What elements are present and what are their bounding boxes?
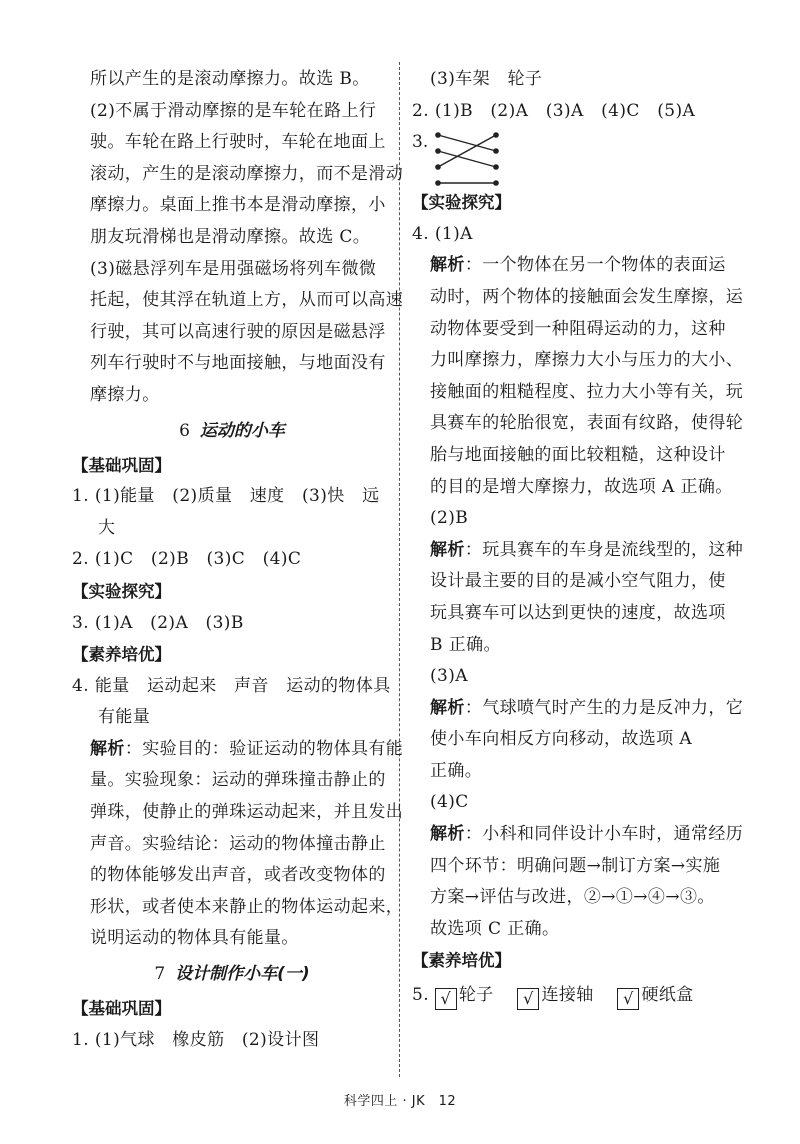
analysis-line: 动物体要受到一种阻碍运动的力，这种 [430,318,726,339]
section-heading: 【基础巩固】 [72,999,171,1019]
analysis-line: 玩具赛车可以达到更快的速度，故选项 [430,602,726,623]
analysis-line: 方案→评估与改进，②→①→④→③。 [430,887,715,908]
checkbox-answer-line [412,977,730,1013]
paragraph-q3 [72,254,404,412]
answer-line: 有能量 [98,707,151,728]
text-line: 驶。车轮在路上行驶时，车轮在地面上 [90,132,386,153]
analysis-line: 解析：气球喷气时产生的力是反冲力，它 [430,697,744,718]
answer-line: (3)A [430,666,468,687]
answer-line: 3. (1)A (2)A (3)B [72,612,244,633]
analysis-line: 的物体能够发出声音，或者改变物体的 [90,865,386,886]
analysis-line: 使小车向相反方向移动，故选项 A [430,729,693,750]
answer-line: 1. (1)气球 橡皮筋 (2)设计图 [72,1029,320,1050]
chapter-heading-6 [72,412,392,450]
analysis-line: 解析：小科和同伴设计小车时，通常经历 [430,824,744,845]
analysis-line: 接触面的粗糙程度、拉力大小等有关，玩 [430,381,744,402]
text-line: (2)不属于滑动摩擦的是车轮在路上行 [90,100,377,121]
answer-line: (3)车架 轮子 [430,69,543,89]
match-lines [438,135,496,183]
analysis-line: 形状，或者使本来静止的物体运动起来， [90,896,404,917]
analysis-line: 设计最主要的目的是减小空气阻力，使 [430,571,726,592]
matching-lines-figure [432,129,522,189]
text-line: 行驶，其可以高速行驶的原因是磁悬浮 [90,321,386,342]
match-line-2 [438,151,496,167]
right-column [412,64,744,1013]
answer-line: (4)C [430,792,469,813]
check-label: 轮子 [458,985,494,1006]
analysis-label: 解析 [430,824,465,845]
analysis-line: 具赛车的轮胎很宽，表面有纹路，使得轮 [430,413,744,434]
analysis-line: 解析：玩具赛车的车身是流线型的，这种 [430,539,744,560]
analysis-line: 说明运动的物体具有能量。 [90,928,299,949]
analysis-line: 故选项 C 正确。 [430,918,560,939]
analysis-line: 胎与地面接触的面比较粗糙，这种设计 [430,444,726,465]
match-line-1 [438,135,496,151]
page-footer: 科学四上 · JK 12 [343,1094,457,1109]
paragraph-q2 [72,96,404,254]
text-line: 列车行驶时不与地面接触，与地面没有 [90,353,386,374]
column-divider [399,62,400,1077]
section-heading: 【素养培优】 [72,645,171,665]
chapter-number: 6 [179,420,190,441]
check-label: 硬纸盒 [641,985,694,1006]
answer-line: 1. (1)能量 (2)质量 速度 (3)快 远 [72,486,380,507]
analysis-line: 力叫摩擦力，摩擦力大小与压力的大小、 [430,350,744,371]
answer-line: 2. (1)B (2)A (3)A (4)C (5)A [412,100,696,121]
chapter-title: 设计制作小车(一) [175,964,310,985]
check-box: √ [617,988,639,1010]
answer-line: (2)B [430,508,469,529]
analysis-line: 正确。 [430,760,483,781]
check-label: 连接轴 [541,985,594,1006]
chapter-number: 7 [154,964,166,985]
analysis-label: 解析 [430,255,465,276]
analysis-line: 解析：实验目的：验证运动的物体具有能 [90,738,404,759]
analysis-line: 解析：一个物体在另一个物体的表面运 [430,255,726,276]
text-line: 托起，使其浮在轨道上方，从而可以高速 [90,290,404,311]
text-line: (3)磁悬浮列车是用强磁场将列车微微 [90,258,377,279]
chapter-title: 运动的小车 [199,420,285,441]
check-box: √ [517,988,539,1010]
check-box: √ [435,988,457,1010]
section-heading: 【素养培优】 [412,951,511,971]
analysis-line: 四个环节：明确问题→制订方案→实施 [430,855,721,876]
answer-line: 2. (1)C (2)B (3)C (4)C [72,549,302,570]
answer-line: 4. (1)A [412,223,473,244]
answer-line: 大 [98,517,116,538]
match-line-3 [438,135,496,167]
analysis-line: B 正确。 [430,634,501,655]
text-line: 摩擦力。 [90,384,160,405]
analysis-line: 动时，两个物体的接触面会发生摩擦，运 [430,286,744,307]
analysis-line: 量。实验现象：运动的弹珠撞击静止的 [90,770,386,791]
text-line: 摩擦力。桌面上推书本是滑动摩擦，小 [90,195,386,216]
question-number: 3. [412,132,429,153]
analysis-line: 弹珠，使静止的弹珠运动起来，并且发出 [90,802,404,823]
section-heading: 【实验探究】 [72,581,171,601]
text-line: 朋友玩滑梯也是滑动摩擦。故选 C。 [90,226,371,247]
left-column [72,64,404,1056]
text-line: 滚动，产生的是滚动摩擦力，而不是滑动 [90,163,404,184]
matching-diagram [412,127,730,187]
analysis-label: 解析 [90,738,125,759]
chapter-heading-7 [72,955,392,993]
analysis-label: 解析 [430,539,465,560]
section-heading: 【实验探究】 [412,193,511,213]
section-heading: 【基础巩固】 [72,455,171,475]
text-line: 所以产生的是滚动摩擦力。故选 B。 [90,69,370,89]
answer-line: 4. 能量 运动起来 声音 运动的物体具 [72,675,391,696]
analysis-line: 的目的是增大摩擦力，故选项 A 正确。 [430,476,733,497]
question-number: 5. [412,985,430,1006]
analysis-label: 解析 [430,697,465,718]
analysis-line: 声音。实验结论：运动的物体撞击静止 [90,833,386,854]
